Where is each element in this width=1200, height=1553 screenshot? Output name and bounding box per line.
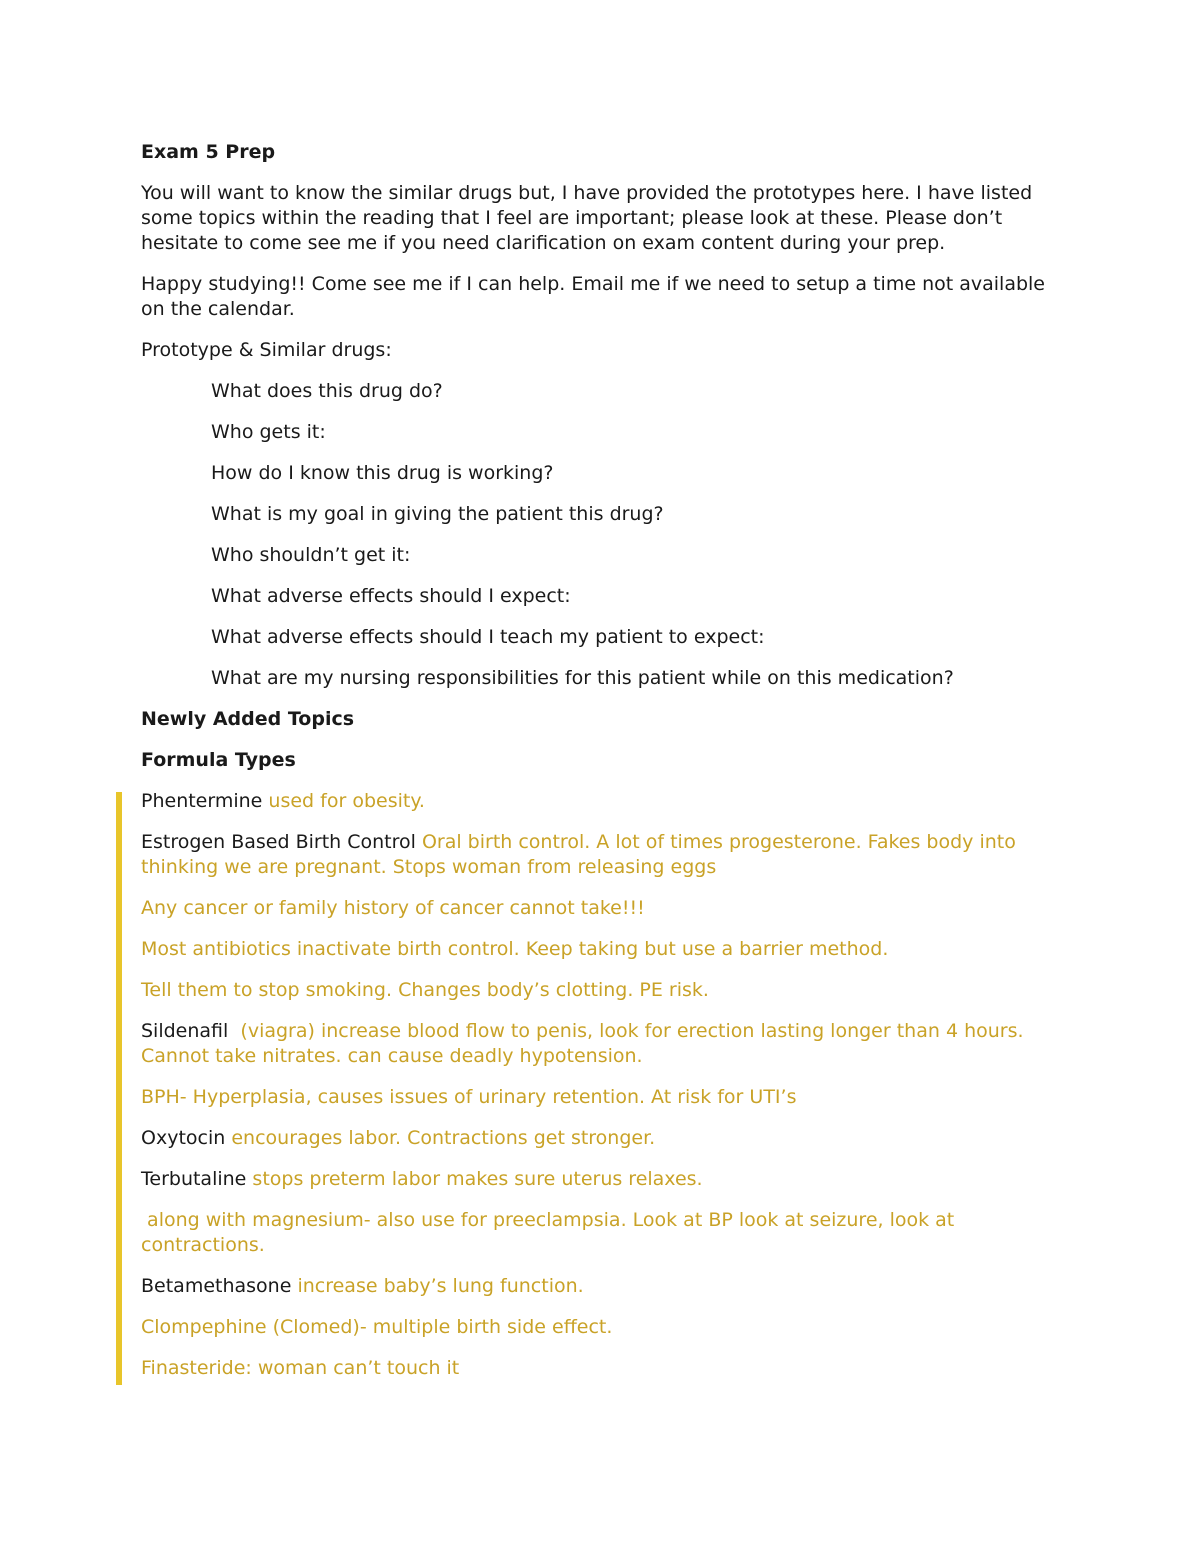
question-item: What are my nursing responsibilities for this patient while on this medication? bbox=[211, 667, 954, 689]
drug-name: Betamethasone bbox=[141, 1275, 292, 1297]
note-oxytocin bbox=[141, 1126, 1071, 1151]
question-item: What is my goal in giving the patient this drug? bbox=[211, 503, 664, 525]
newly-added-heading: Newly Added Topics bbox=[141, 708, 355, 730]
drug-note: used for obesity. bbox=[268, 790, 425, 812]
question-item: What does this drug do? bbox=[211, 380, 443, 402]
drug-note: encourages labor. Contractions get stronger. bbox=[231, 1127, 656, 1149]
note-estrogen bbox=[141, 830, 1071, 880]
question-item: Who shouldn’t get it: bbox=[211, 544, 411, 566]
happy-paragraph: Happy studying!! Come see me if I can help. Email me if we need to setup a time not available on the calendar. bbox=[141, 273, 1045, 320]
note-clompephine: Clompephine (Clomed)- multiple birth side effect. bbox=[141, 1316, 613, 1338]
note-phentermine bbox=[141, 789, 1071, 814]
document-body bbox=[141, 140, 1071, 1397]
annotation-bar bbox=[116, 792, 122, 1385]
note-bph: BPH- Hyperplasia, causes issues of urinary retention. At risk for UTI’s bbox=[141, 1086, 797, 1108]
question-item: Who gets it: bbox=[211, 421, 326, 443]
note-finasteride: Finasteride: woman can’t touch it bbox=[141, 1357, 460, 1379]
formula-types-heading: Formula Types bbox=[141, 749, 296, 771]
drug-name: Oxytocin bbox=[141, 1127, 226, 1149]
drug-name: Phentermine bbox=[141, 790, 263, 812]
drug-note: Oral birth control. A lot of times progesterone. Fakes body into thinking we are pregnant. Stops woman from releasing eggs bbox=[141, 831, 1016, 878]
prototype-heading: Prototype & Similar drugs: bbox=[141, 339, 392, 361]
note-terbutaline bbox=[141, 1167, 1071, 1192]
drug-note: (viagra) increase blood flow to penis, look for erection lasting longer than 4 hours. Cannot take nitrates. can cause deadly hypotension. bbox=[141, 1020, 1024, 1067]
question-item: How do I know this drug is working? bbox=[211, 462, 554, 484]
drug-note: increase baby’s lung function. bbox=[297, 1275, 584, 1297]
note-betamethasone bbox=[141, 1274, 1071, 1299]
note-magnesium: along with magnesium- also use for preeclampsia. Look at BP look at seizure, look at contractions. bbox=[141, 1209, 961, 1256]
question-item: What adverse effects should I teach my patient to expect: bbox=[211, 626, 765, 648]
question-item: What adverse effects should I expect: bbox=[211, 585, 571, 607]
note-antibiotics: Most antibiotics inactivate birth control. Keep taking but use a barrier method. bbox=[141, 938, 889, 960]
drug-name: Sildenafil bbox=[141, 1020, 229, 1042]
drug-name: Estrogen Based Birth Control bbox=[141, 831, 416, 853]
doc-title: Exam 5 Prep bbox=[141, 141, 276, 163]
drug-note: stops preterm labor makes sure uterus relaxes. bbox=[252, 1168, 703, 1190]
note-cancer: Any cancer or family history of cancer cannot take!!! bbox=[141, 897, 645, 919]
note-smoking: Tell them to stop smoking. Changes body’s clotting. PE risk. bbox=[141, 979, 709, 1001]
drug-name: Terbutaline bbox=[141, 1168, 247, 1190]
intro-paragraph: You will want to know the similar drugs but, I have provided the prototypes here. I have listed some topics within the reading that I feel are important; please look at these. Please don’t hesitate to come see me if you need clarification on exam content during your prep. bbox=[141, 182, 1033, 254]
note-sildenafil bbox=[141, 1019, 1071, 1069]
